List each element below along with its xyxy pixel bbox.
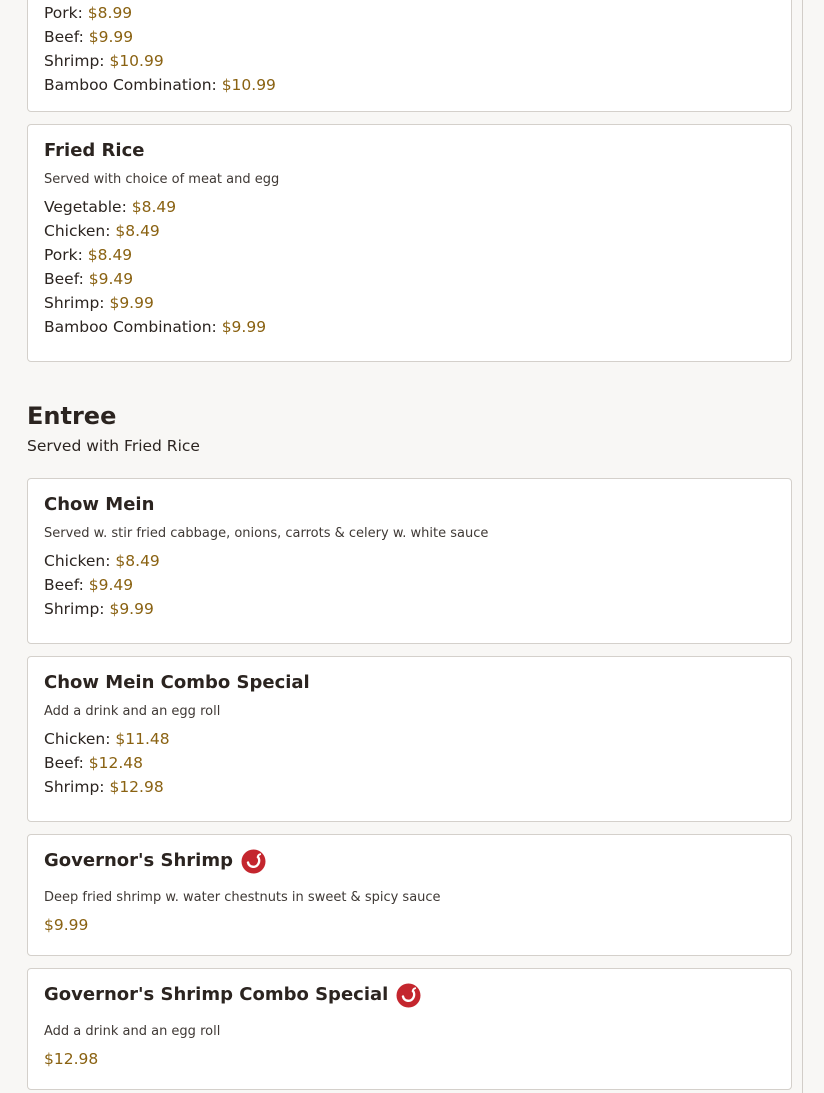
- card-title: Chow Mein: [44, 494, 155, 515]
- item-price: $9.99: [44, 916, 89, 934]
- section-title: Entree: [27, 402, 117, 430]
- menu-price-line: [44, 267, 775, 291]
- item-label: Beef:: [44, 28, 84, 46]
- card-title: Governor's Shrimp: [44, 850, 233, 871]
- spicy-icon: [241, 849, 266, 874]
- item-label: Beef:: [44, 270, 84, 288]
- item-label: Chicken:: [44, 222, 111, 240]
- menu-price-line: [44, 73, 775, 97]
- card-title: Fried Rice: [44, 140, 145, 161]
- item-label: Chicken:: [44, 730, 111, 748]
- item-price: $9.99: [88, 28, 134, 46]
- section-header-entree: [27, 400, 200, 457]
- menu-price-line: [44, 219, 775, 243]
- menu-price-line: [44, 243, 775, 267]
- item-price: $10.99: [221, 76, 276, 94]
- item-price: $9.49: [88, 270, 134, 288]
- menu-card-governors-shrimp-combo: [27, 968, 792, 1090]
- item-label: Bamboo Combination:: [44, 318, 217, 336]
- menu-card-chow-mein-combo: [27, 656, 792, 822]
- item-label: Shrimp:: [44, 294, 105, 312]
- item-label: Beef:: [44, 754, 84, 772]
- menu-price-line: [44, 727, 775, 751]
- menu-card-partial: [27, 0, 792, 112]
- spicy-icon: [396, 983, 421, 1008]
- item-price: $12.98: [109, 778, 164, 796]
- item-label: Pork:: [44, 246, 83, 264]
- menu-price-line: [44, 195, 775, 219]
- item-price: $12.98: [44, 1050, 99, 1068]
- item-label: Vegetable:: [44, 198, 127, 216]
- item-price: $10.99: [109, 52, 164, 70]
- item-price: $9.99: [109, 294, 154, 312]
- page-edge-rule: [802, 0, 803, 1093]
- card-description: Served with choice of meat and egg: [44, 172, 280, 187]
- menu-price-line: [44, 751, 775, 775]
- card-title: Governor's Shrimp Combo Special: [44, 984, 389, 1005]
- card-title-row: [44, 982, 775, 1008]
- card-title-row: [44, 848, 775, 874]
- menu-price-line: [44, 573, 775, 597]
- menu-price-line: [44, 597, 775, 621]
- section-subtitle: Served with Fried Rice: [27, 437, 200, 455]
- item-label: Bamboo Combination:: [44, 76, 217, 94]
- item-price: $11.48: [115, 730, 170, 748]
- card-description: Add a drink and an egg roll: [44, 1024, 221, 1039]
- menu-price-line: [44, 49, 775, 73]
- item-price: $9.99: [109, 600, 154, 618]
- card-description: Add a drink and an egg roll: [44, 704, 221, 719]
- item-label: Shrimp:: [44, 600, 105, 618]
- menu-card-chow-mein: [27, 478, 792, 644]
- menu-price-line: [44, 1, 775, 25]
- card-title: Chow Mein Combo Special: [44, 672, 310, 693]
- item-label: Shrimp:: [44, 52, 105, 70]
- item-label: Chicken:: [44, 552, 111, 570]
- item-price: $9.49: [88, 576, 134, 594]
- menu-price-line: [44, 775, 775, 799]
- menu-price-line: [44, 291, 775, 315]
- item-price: $8.99: [87, 4, 133, 22]
- card-description: Served w. stir fried cabbage, onions, carrots & celery w. white sauce: [44, 526, 489, 541]
- item-price: $9.99: [221, 318, 267, 336]
- menu-card-fried-rice: [27, 124, 792, 362]
- item-price: $8.49: [115, 222, 160, 240]
- menu-price-line: [44, 315, 775, 339]
- menu-price-line: [44, 25, 775, 49]
- item-label: Pork:: [44, 4, 83, 22]
- item-price: $12.48: [88, 754, 144, 772]
- item-price: $8.49: [115, 552, 160, 570]
- item-label: Beef:: [44, 576, 84, 594]
- card-description: Deep fried shrimp w. water chestnuts in sweet & spicy sauce: [44, 890, 441, 905]
- menu-price-line: [44, 549, 775, 573]
- item-label: Shrimp:: [44, 778, 105, 796]
- item-price: $8.49: [87, 246, 133, 264]
- item-price: $8.49: [131, 198, 177, 216]
- menu-card-governors-shrimp: [27, 834, 792, 956]
